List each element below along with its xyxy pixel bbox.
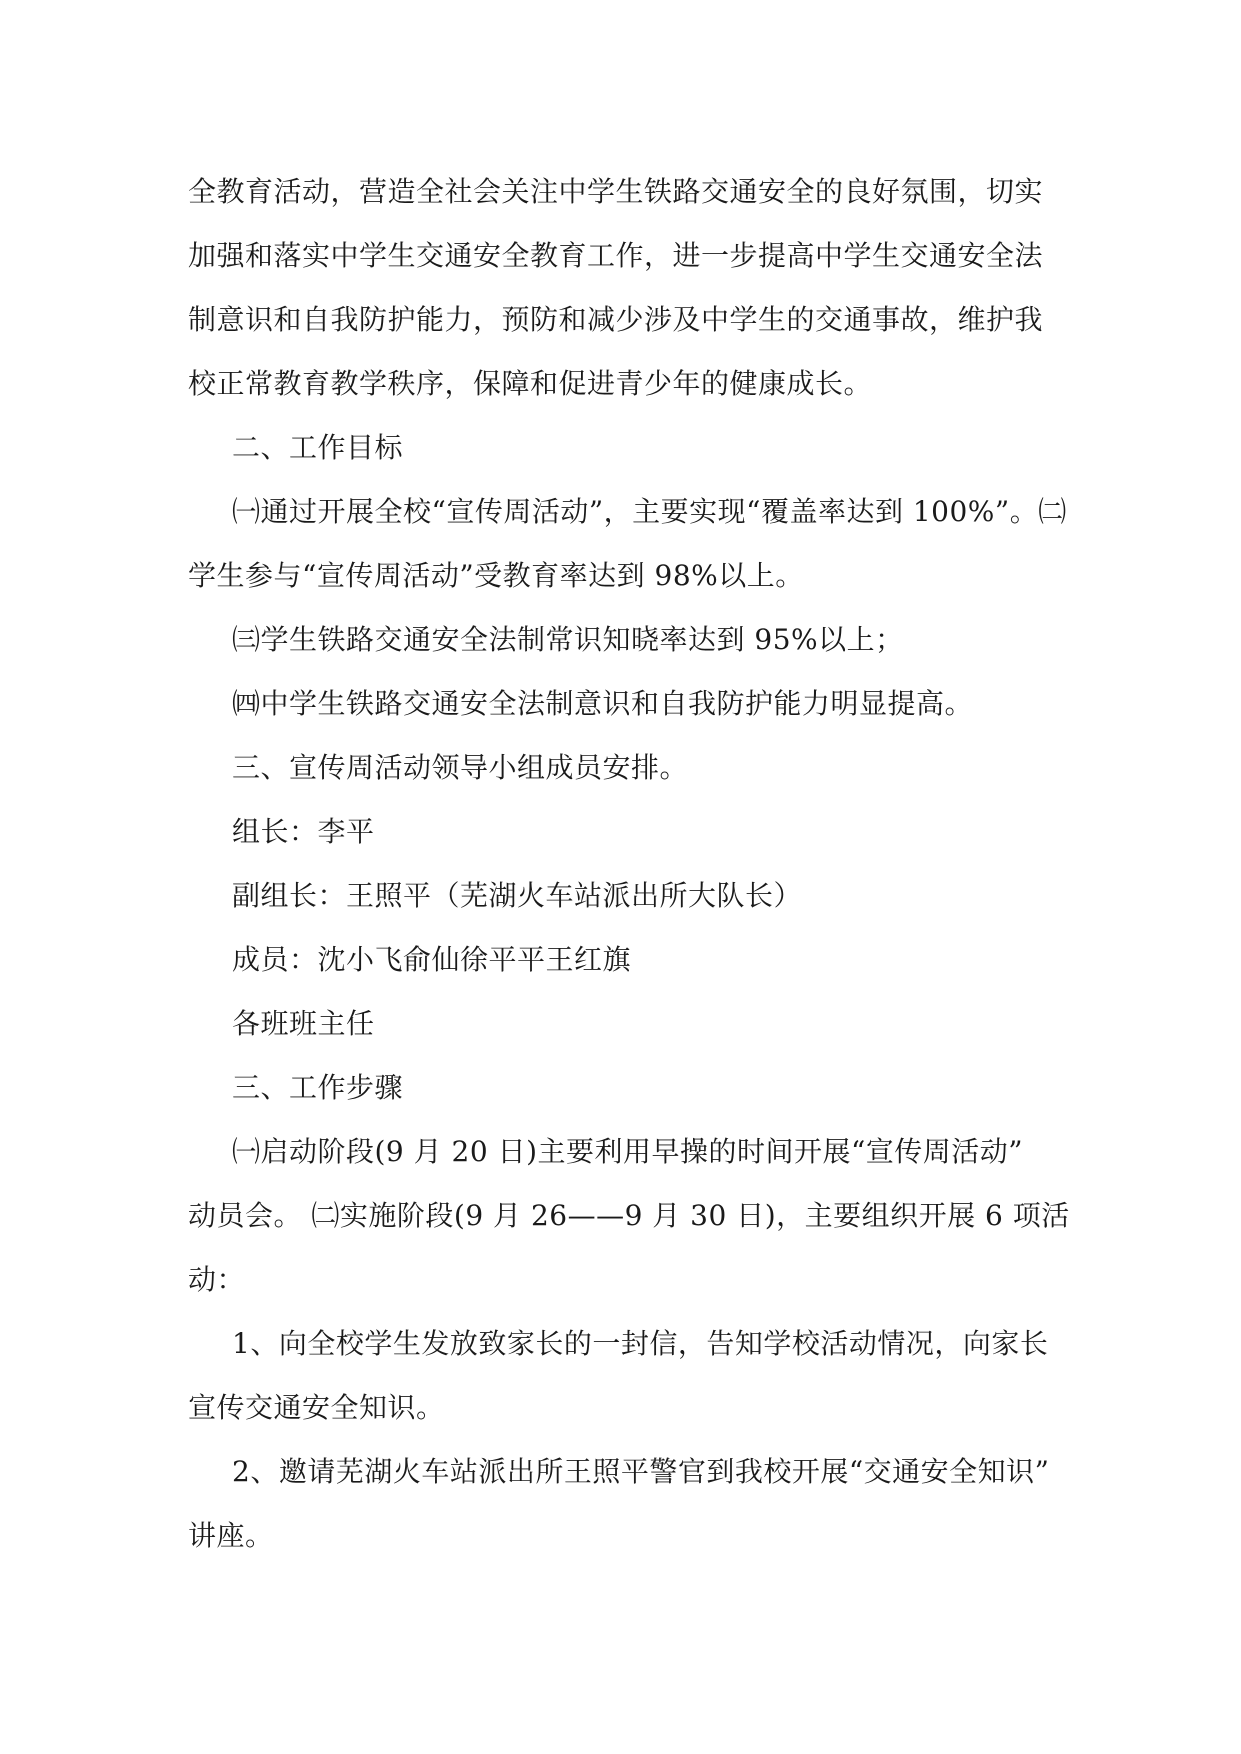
heading-work-steps (188, 1056, 1068, 1120)
text-line: ㈠通过开展全校“宣传周活动”，主要实现“覆盖率达到 100%”。㈡ (232, 495, 1067, 528)
text-line: 副组长：王照平（芜湖火车站派出所大队长） (232, 879, 803, 912)
text-line: ㈢学生铁路交通安全法制常识知晓率达到 95%以上； (232, 623, 904, 656)
text-line: ㈠启动阶段(9 月 20 日)主要利用早操的时间开展“宣传周活动” (232, 1135, 1024, 1168)
paragraph-goal-4 (188, 672, 1068, 736)
paragraph-vice-leader (188, 864, 1068, 928)
paragraph-members (188, 928, 1068, 992)
paragraph-class-heads (188, 992, 1068, 1056)
heading-work-goals (188, 416, 1068, 480)
paragraph-steps (188, 1120, 1068, 1312)
text-line: ㈣中学生铁路交通安全法制意识和自我防护能力明显提高。 (232, 687, 974, 720)
text-line: 讲座。 (188, 1519, 274, 1552)
text-line: 校正常教育教学秩序，保障和促进青少年的健康成长。 (188, 367, 873, 400)
heading-leadership-group (188, 736, 1068, 800)
paragraph-activity-2 (188, 1440, 1068, 1568)
text-line: 成员：沈小飞俞仙徐平平王红旗 (232, 943, 632, 976)
text-line: 各班班主任 (232, 1007, 375, 1040)
paragraph-leader (188, 800, 1068, 864)
paragraph-goals-1-2 (188, 480, 1068, 608)
text-line: 加强和落实中学生交通安全教育工作，进一步提高中学生交通安全法 (188, 239, 1044, 272)
section-heading: 三、宣传周活动领导小组成员安排。 (232, 751, 689, 784)
text-line: 动： (188, 1263, 246, 1296)
section-heading: 三、工作步骤 (232, 1071, 404, 1104)
paragraph-goal-3 (188, 608, 1068, 672)
text-line: 1、向全校学生发放致家长的一封信，告知学校活动情况，向家长 (232, 1327, 1049, 1360)
paragraph-activity-1 (188, 1312, 1068, 1440)
text-line: 全教育活动，营造全社会关注中学生铁路交通安全的良好氛围，切实 (188, 175, 1044, 208)
document-body (188, 160, 1068, 1568)
text-line: 宣传交通安全知识。 (188, 1391, 445, 1424)
paragraph-intro (188, 160, 1068, 416)
text-line: 动员会。 ㈡实施阶段(9 月 26——9 月 30 日)，主要组织开展 6 项活 (188, 1199, 1070, 1232)
text-line: 学生参与“宣传周活动”受教育率达到 98%以上。 (188, 559, 804, 592)
text-line: 2、邀请芜湖火车站派出所王照平警官到我校开展“交通安全知识” (232, 1455, 1050, 1488)
text-line: 制意识和自我防护能力，预防和减少涉及中学生的交通事故，维护我 (188, 303, 1044, 336)
text-line: 组长：李平 (232, 815, 375, 848)
section-heading: 二、工作目标 (232, 431, 404, 464)
